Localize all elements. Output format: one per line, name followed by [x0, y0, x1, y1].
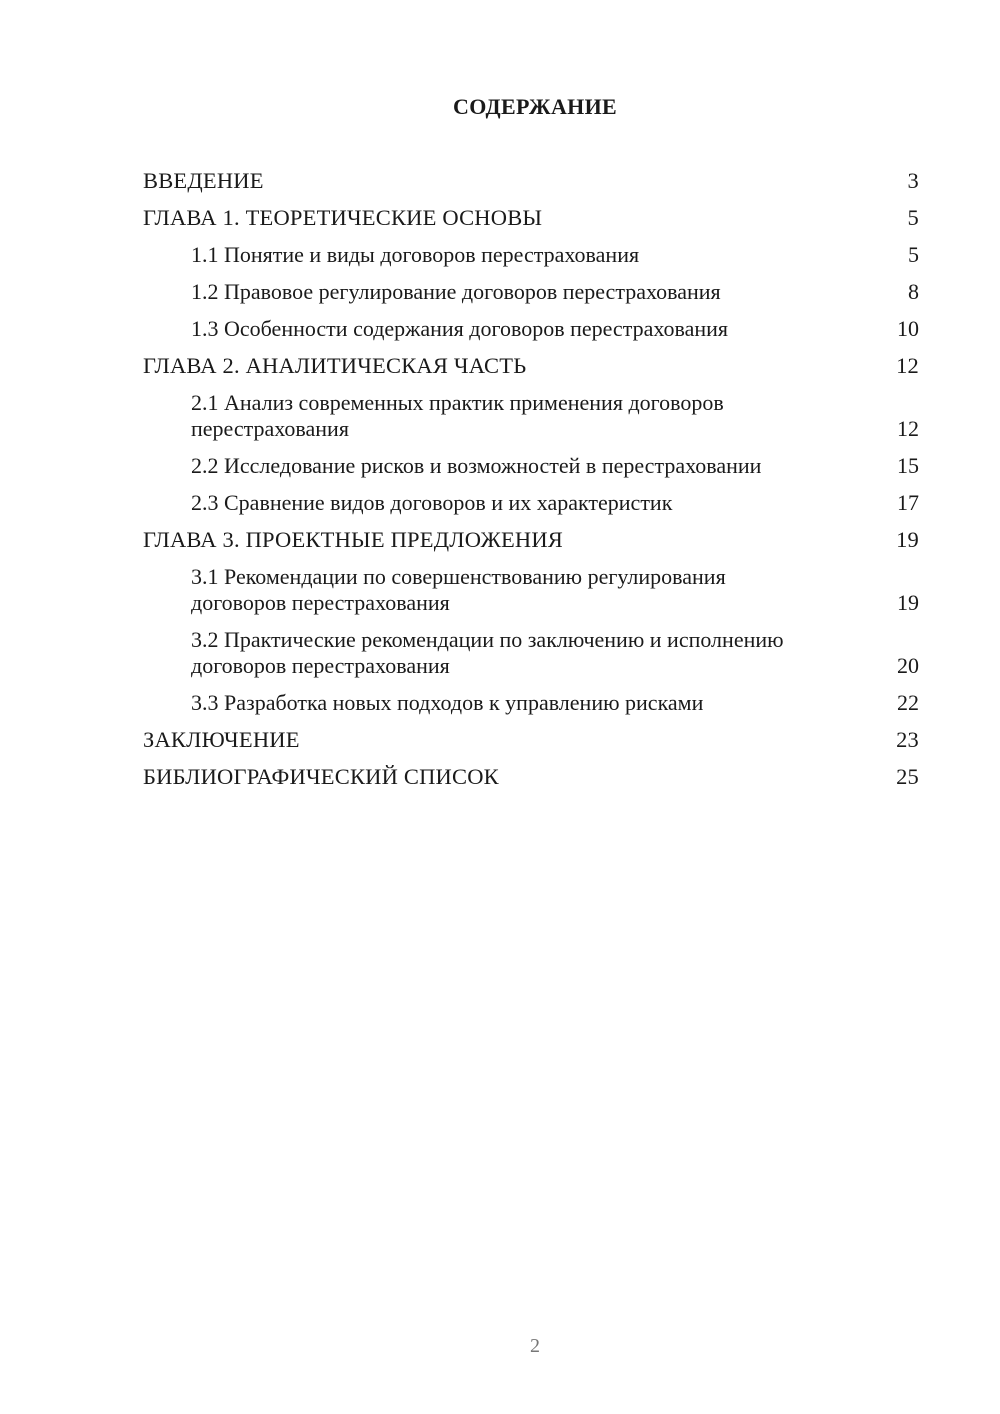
toc-entry-label: ГЛАВА 3. ПРОЕКТНЫЕ ПРЕДЛОЖЕНИЯ — [143, 527, 564, 552]
toc-entry-conclusion[interactable] — [143, 727, 919, 753]
toc-entry-page: 10 — [897, 316, 919, 341]
toc-entry-label: ЗАКЛЮЧЕНИЕ — [143, 727, 300, 752]
toc-entry-section-1-1[interactable] — [143, 242, 919, 268]
toc-entry-label: 3.2 Практические рекомендации по заключению и исполнению договоров перестрахования — [191, 627, 784, 678]
toc-entry-page: 25 — [896, 764, 919, 789]
toc-entry-page: 12 — [897, 416, 919, 441]
toc-entry-section-2-3[interactable] — [143, 490, 919, 516]
toc-entry-bibliography[interactable] — [143, 764, 919, 790]
toc-entry-section-1-2[interactable] — [143, 279, 919, 305]
toc-entry-page: 8 — [908, 279, 919, 304]
toc-entry-section-3-1[interactable] — [143, 564, 919, 616]
toc-entry-page: 3 — [907, 168, 919, 193]
toc-entry-introduction[interactable] — [143, 168, 919, 194]
toc-entry-label: ВВЕДЕНИЕ — [143, 168, 264, 193]
toc-entry-page: 19 — [897, 590, 919, 615]
toc-entry-label: 3.1 Рекомендации по совершенствованию регулирования договоров перестрахования — [191, 564, 726, 615]
toc-entry-chapter-3[interactable] — [143, 527, 919, 553]
toc-entry-page: 23 — [896, 727, 919, 752]
toc-entry-page: 22 — [897, 690, 919, 715]
toc-entry-label: ГЛАВА 2. АНАЛИТИЧЕСКАЯ ЧАСТЬ — [143, 353, 527, 378]
page-title: СОДЕРЖАНИЕ — [453, 94, 617, 119]
toc-entry-page: 20 — [897, 653, 919, 678]
toc-entry-section-2-2[interactable] — [143, 453, 919, 479]
toc-entry-chapter-1[interactable] — [143, 205, 919, 231]
table-of-contents — [143, 168, 919, 790]
toc-entry-label: 2.1 Анализ современных практик применения договоров перестрахования — [191, 390, 724, 441]
page-number: 2 — [530, 1335, 540, 1357]
toc-entry-label: 3.3 Разработка новых подходов к управлению рисками — [191, 690, 704, 715]
toc-entry-section-2-1[interactable] — [143, 390, 919, 442]
toc-entry-label: 2.2 Исследование рисков и возможностей в перестраховании — [191, 453, 762, 478]
toc-entry-page: 15 — [897, 453, 919, 478]
toc-entry-page: 5 — [908, 242, 919, 267]
toc-entry-label: 1.2 Правовое регулирование договоров перестрахования — [191, 279, 721, 304]
toc-entry-label: 1.3 Особенности содержания договоров перестрахования — [191, 316, 729, 341]
toc-entry-chapter-2[interactable] — [143, 353, 919, 379]
toc-entry-section-3-2[interactable] — [143, 627, 919, 679]
toc-entry-label: 1.1 Понятие и виды договоров перестрахования — [191, 242, 640, 267]
toc-entry-section-1-3[interactable] — [143, 316, 919, 342]
toc-entry-label: БИБЛИОГРАФИЧЕСКИЙ СПИСОК — [143, 764, 499, 789]
toc-entry-section-3-3[interactable] — [143, 690, 919, 716]
toc-entry-page: 5 — [907, 205, 919, 230]
toc-entry-page: 12 — [896, 353, 919, 378]
toc-entry-label: 2.3 Сравнение видов договоров и их характеристик — [191, 490, 673, 515]
toc-entry-page: 19 — [896, 527, 919, 552]
toc-entry-page: 17 — [897, 490, 919, 515]
toc-entry-label: ГЛАВА 1. ТЕОРЕТИЧЕСКИЕ ОСНОВЫ — [143, 205, 543, 230]
